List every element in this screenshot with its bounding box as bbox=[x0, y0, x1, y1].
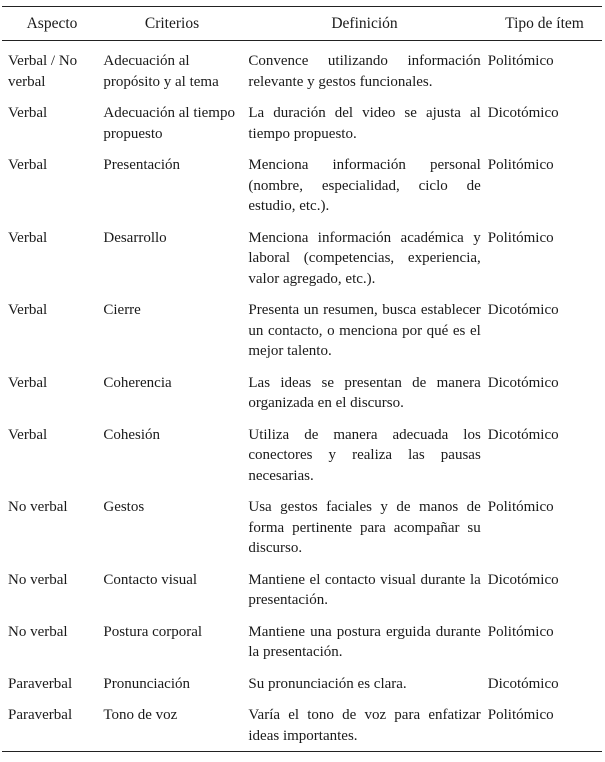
criteria-table bbox=[2, 6, 602, 752]
cell-tipo: Politómico bbox=[487, 157, 554, 173]
cell-definicion: Las ideas se presentan de manera organizada en el discurso. bbox=[248, 374, 481, 411]
cell-definicion: Mantiene el contacto visual durante la presentación. bbox=[248, 571, 481, 608]
table-row bbox=[2, 103, 602, 144]
cell-aspecto: No verbal bbox=[8, 499, 68, 515]
cell-definicion: Presenta un resumen, busca establecer un contacto, o menciona por qué es el mejor talento. bbox=[248, 302, 481, 359]
header-definicion: Definición bbox=[331, 14, 398, 32]
table-row bbox=[2, 705, 602, 746]
cell-definicion: Menciona información académica y laboral (competencias, experiencia, valor agregado, etc.). bbox=[248, 229, 481, 287]
header-criterios: Criterios bbox=[144, 14, 200, 32]
cell-criterio: Postura corporal bbox=[103, 623, 203, 640]
table-row bbox=[2, 51, 602, 92]
cell-tipo: Politómico bbox=[487, 623, 554, 640]
table-row bbox=[2, 425, 602, 487]
cell-tipo: Politómico bbox=[487, 499, 554, 515]
cell-criterio: Tono de voz bbox=[103, 707, 178, 723]
cell-definicion: Usa gestos faciales y de manos de forma pertinente para acompañar su discurso. bbox=[248, 499, 481, 556]
cell-definicion: La duración del video se ajusta al tiempo propuesto. bbox=[248, 105, 481, 142]
table-row bbox=[2, 570, 602, 611]
cell-definicion: Convence utilizando información relevante y gestos funcionales. bbox=[248, 53, 481, 90]
cell-aspecto: Verbal bbox=[8, 302, 48, 318]
cell-aspecto: Paraverbal bbox=[8, 675, 73, 692]
cell-tipo: Dicotómico bbox=[487, 571, 559, 588]
cell-tipo: Dicotómico bbox=[487, 374, 559, 391]
cell-tipo: Politómico bbox=[487, 229, 554, 246]
cell-tipo: Dicotómico bbox=[487, 302, 559, 318]
cell-definicion: Mantiene una postura erguida durante la presentación. bbox=[248, 623, 481, 660]
table-header bbox=[2, 7, 602, 41]
cell-tipo: Dicotómico bbox=[487, 105, 559, 121]
cell-aspecto: No verbal bbox=[8, 571, 68, 588]
table-row bbox=[2, 155, 602, 217]
cell-aspecto: Paraverbal bbox=[8, 707, 73, 723]
header-tipo: Tipo de ítem bbox=[505, 14, 584, 32]
table-row bbox=[2, 497, 602, 559]
cell-criterio: Gestos bbox=[103, 499, 145, 515]
cell-criterio: Adecuación al tiempo propuesto bbox=[103, 105, 235, 142]
cell-criterio: Cierre bbox=[103, 302, 141, 318]
cell-tipo: Dicotómico bbox=[487, 675, 559, 692]
cell-aspecto: No verbal bbox=[8, 623, 68, 640]
cell-aspecto: Verbal bbox=[8, 426, 48, 443]
cell-aspecto: Verbal bbox=[8, 157, 48, 173]
cell-tipo: Dicotómico bbox=[487, 426, 559, 443]
cell-tipo: Politómico bbox=[487, 707, 554, 723]
table-row bbox=[2, 674, 602, 695]
cell-criterio: Desarrollo bbox=[103, 229, 167, 246]
cell-tipo: Politómico bbox=[487, 53, 554, 69]
cell-aspecto: Verbal bbox=[8, 374, 48, 391]
table-row bbox=[2, 373, 602, 414]
cell-criterio: Adecuación al propósito y al tema bbox=[103, 53, 219, 90]
cell-criterio: Presentación bbox=[103, 157, 180, 173]
cell-definicion: Utiliza de manera adecuada los conectores y realiza las pausas necesarias. bbox=[248, 426, 481, 484]
cell-criterio: Pronunciación bbox=[103, 675, 191, 692]
cell-aspecto: Verbal bbox=[8, 105, 48, 121]
cell-criterio: Coherencia bbox=[103, 374, 172, 391]
table-row bbox=[2, 622, 602, 663]
table-row bbox=[2, 228, 602, 290]
cell-definicion: Varía el tono de voz para enfatizar ideas importantes. bbox=[248, 707, 481, 744]
cell-aspecto: Verbal bbox=[8, 229, 48, 246]
cell-criterio: Cohesión bbox=[103, 426, 161, 443]
cell-criterio: Contacto visual bbox=[103, 571, 198, 588]
cell-definicion: Su pronunciación es clara. bbox=[248, 675, 407, 692]
table-row bbox=[2, 300, 602, 362]
cell-definicion: Menciona información personal (nombre, especialidad, ciclo de estudio, etc.). bbox=[248, 157, 481, 214]
cell-aspecto: Verbal / No verbal bbox=[8, 53, 78, 90]
header-aspecto: Aspecto bbox=[26, 14, 78, 32]
